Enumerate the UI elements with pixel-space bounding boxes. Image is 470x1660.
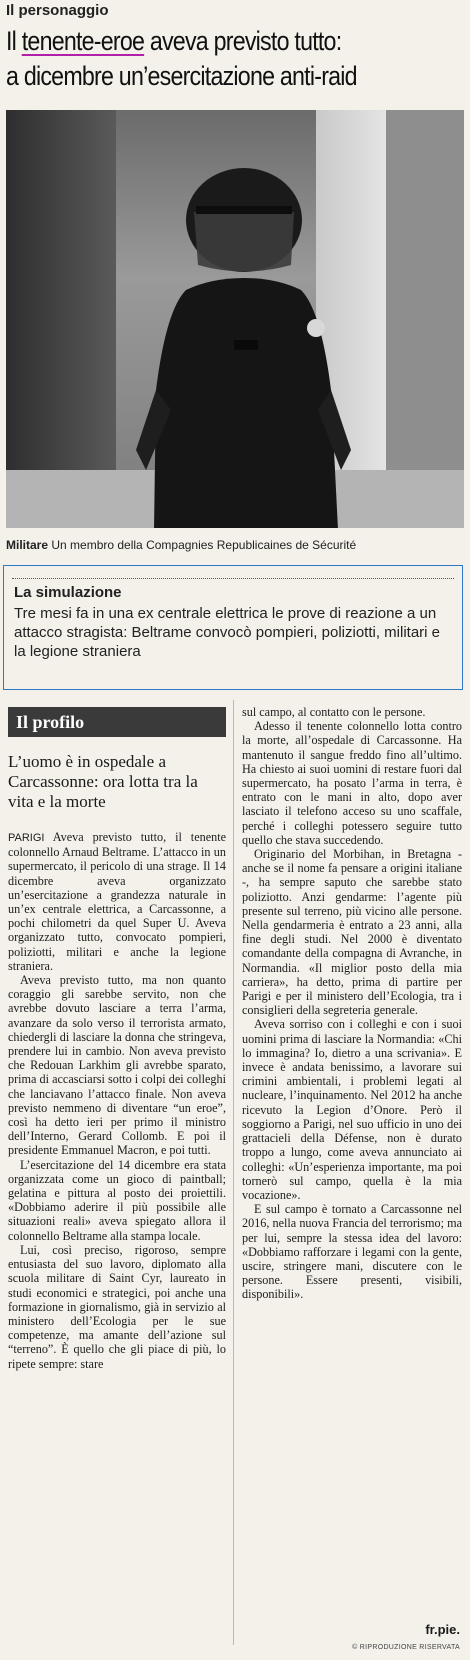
box-divider [12,578,454,579]
headline-text: aveva previsto tutto: [144,26,342,56]
headline-text: Il [6,26,22,56]
article-column-1 [8,830,226,1371]
headline-highlight: tenente-eroe [21,26,145,56]
article-paragraph: Aveva sorriso con i colleghi e con i suoi uomini prima di lasciare la Normandia: «Chi lo immagina? Io, dietro a una scrivania». E invece è andata benissimo, a lavorare sui crimini ambientali, i problemi legati al nucleare, l’inquinamento. Nel 2012 ha anche ricevuto la Legion d’Onore. Però il soggiorno a Parigi, nel suo ufficio in uno dei grattacieli della Défense, non è durato troppo a lungo, come aveva annunciato ai colleghi: «Un’esperienza importante, ma poi tornerò sul campo, quella è la mia vocazione». [242,1017,462,1202]
photo-caption [6,538,356,552]
article-paragraph: Aveva previsto tutto, ma non quanto coraggio gli sarebbe servito, non che avrebbe dovuto lasciare a terra l’arma, avanzare da solo verso il terrorista armato, chiedergli di lasciare la donna che stringeva, prendere lui in cambio. Non aveva previsto che Redouan Larkhim gli avrebbe sparato, prima di accasciarsi sotto i colpi dei colleghi che lanciavano l’attacco finale. Non aveva previsto nemmeno di diventare “un eroe”, così ha detto ieri per primo il ministro dell’Interno, Gerard Collomb. E poi il presidente Emmanuel Macron, e poi tutti. [8,973,226,1158]
article-paragraph: sul campo, al contatto con le persone. [242,705,426,719]
article-paragraph: L’esercitazione del 14 dicembre era stata organizzata come un gioco di paintball; gelatina e pittura al posto dei proiettili. «Dobbiamo aderire il più possibile alle situazioni reali» aveva spiegato allora il colonnello Beltrame alla stampa locale. [8,1157,226,1243]
caption-text: Un membro della Compagnies Republicaines de Sécurité [51,538,357,552]
profile-label: Il profilo [8,707,226,737]
photo-wall [6,110,116,528]
headline [6,24,403,94]
reproduction-notice: © RIPRODUZIONE RISERVATA [352,1644,460,1651]
article-subhead: L’uomo è in ospedale a Carcassonne: ora lotta tra la vita e la morte [8,752,198,811]
box-summary: Tre mesi fa in una ex centrale elettrica le prove di reazione a un attacco stragista: Beltrame convocò pompieri, poliziotti, militari e la legione straniera [14,605,441,660]
article-paragraph: Adesso il tenente colonnello lotta contro la morte, all’ospedale di Carcassonne. Ha mantenuto il sangue freddo fino all’ultimo. Ha chiesto ai suoi uomini di restare fuori dal supermercato, ha posato l’arma in terra, è entrato con le mani in alto, dopo aver lasciato il telefono acceso su uno scaffale, perché i colleghi potessero seguire tutto quello che stava succedendo. [242,719,462,847]
article-column-2 [242,705,462,1302]
headline-line-2: a dicembre un’esercitazione anti-raid [6,61,357,91]
news-photo [6,110,464,528]
headline-line-1 [6,24,403,59]
caption-label: Militare [6,538,49,552]
article-paragraph: Lui, così preciso, rigoroso, sempre entusiasta del suo lavoro, diplomato alla scuola militare di Saint Cyr, laureato in studi economici e strategici, poi anche una formazione in giornalismo, già in servizio al ministero dell’Ecologia per le sue competenze, ma amante dell’azione sul “terreno”. È quello che gli piace di più, lo ripete sempre: stare [8,1242,226,1371]
photo-background [386,110,464,528]
box-label: La simulazione [14,584,122,601]
article-paragraph [8,830,226,973]
riot-officer-illustration [126,150,366,528]
author-signature: fr.pie. [425,1622,460,1637]
column-divider [233,700,234,1645]
article-paragraph: E sul campo è tornato a Carcassonne nel 2016, nella nuova Francia del terrorismo; ma per lui, sempre la stessa idea del lavoro: «Dobbiamo rafforzare i legami con la gente, uscire, stringere mani, discutere con le persone. Essere presenti, visibili, disponibili». [242,1202,462,1302]
dateline: PARIGI [8,832,45,844]
simulation-box [3,565,463,690]
article-paragraph: Originario del Morbihan, in Bretagna - anche se il nome fa pensare a origini italiane -, ha sempre saputo che sarebbe stato poliziotto. Anzi gendarme: l’agente più presente sul terreno, più vicino alle persone. Nella gendarmeria è entrato a 23 anni, alla fine degli studi. Nel 2000 è diventato comandante della compagna di Avranche, in Normandia. «Il miglior posto della mia carriera», ha detto, prima di partire per Parigi e per il ministero dell’Ecologia, tra i consiglieri della segreteria generale. [242,847,462,1018]
paragraph-text: Aveva previsto tutto, il tenente colonnello Arnaud Beltrame. L’attacco in un supermercato, il pericolo di una strage. Il 14 dicembre aveva organizzato un’esercitazione a grandezza naturale in un’ex centrale elettrica, a Carcassonne, a pochi chilometri da quel Super U. Aveva organizzato tutto, convocato pompieri, poliziotti, militari e anche la legione straniera. [8,830,226,973]
section-kicker: Il personaggio [6,2,109,19]
